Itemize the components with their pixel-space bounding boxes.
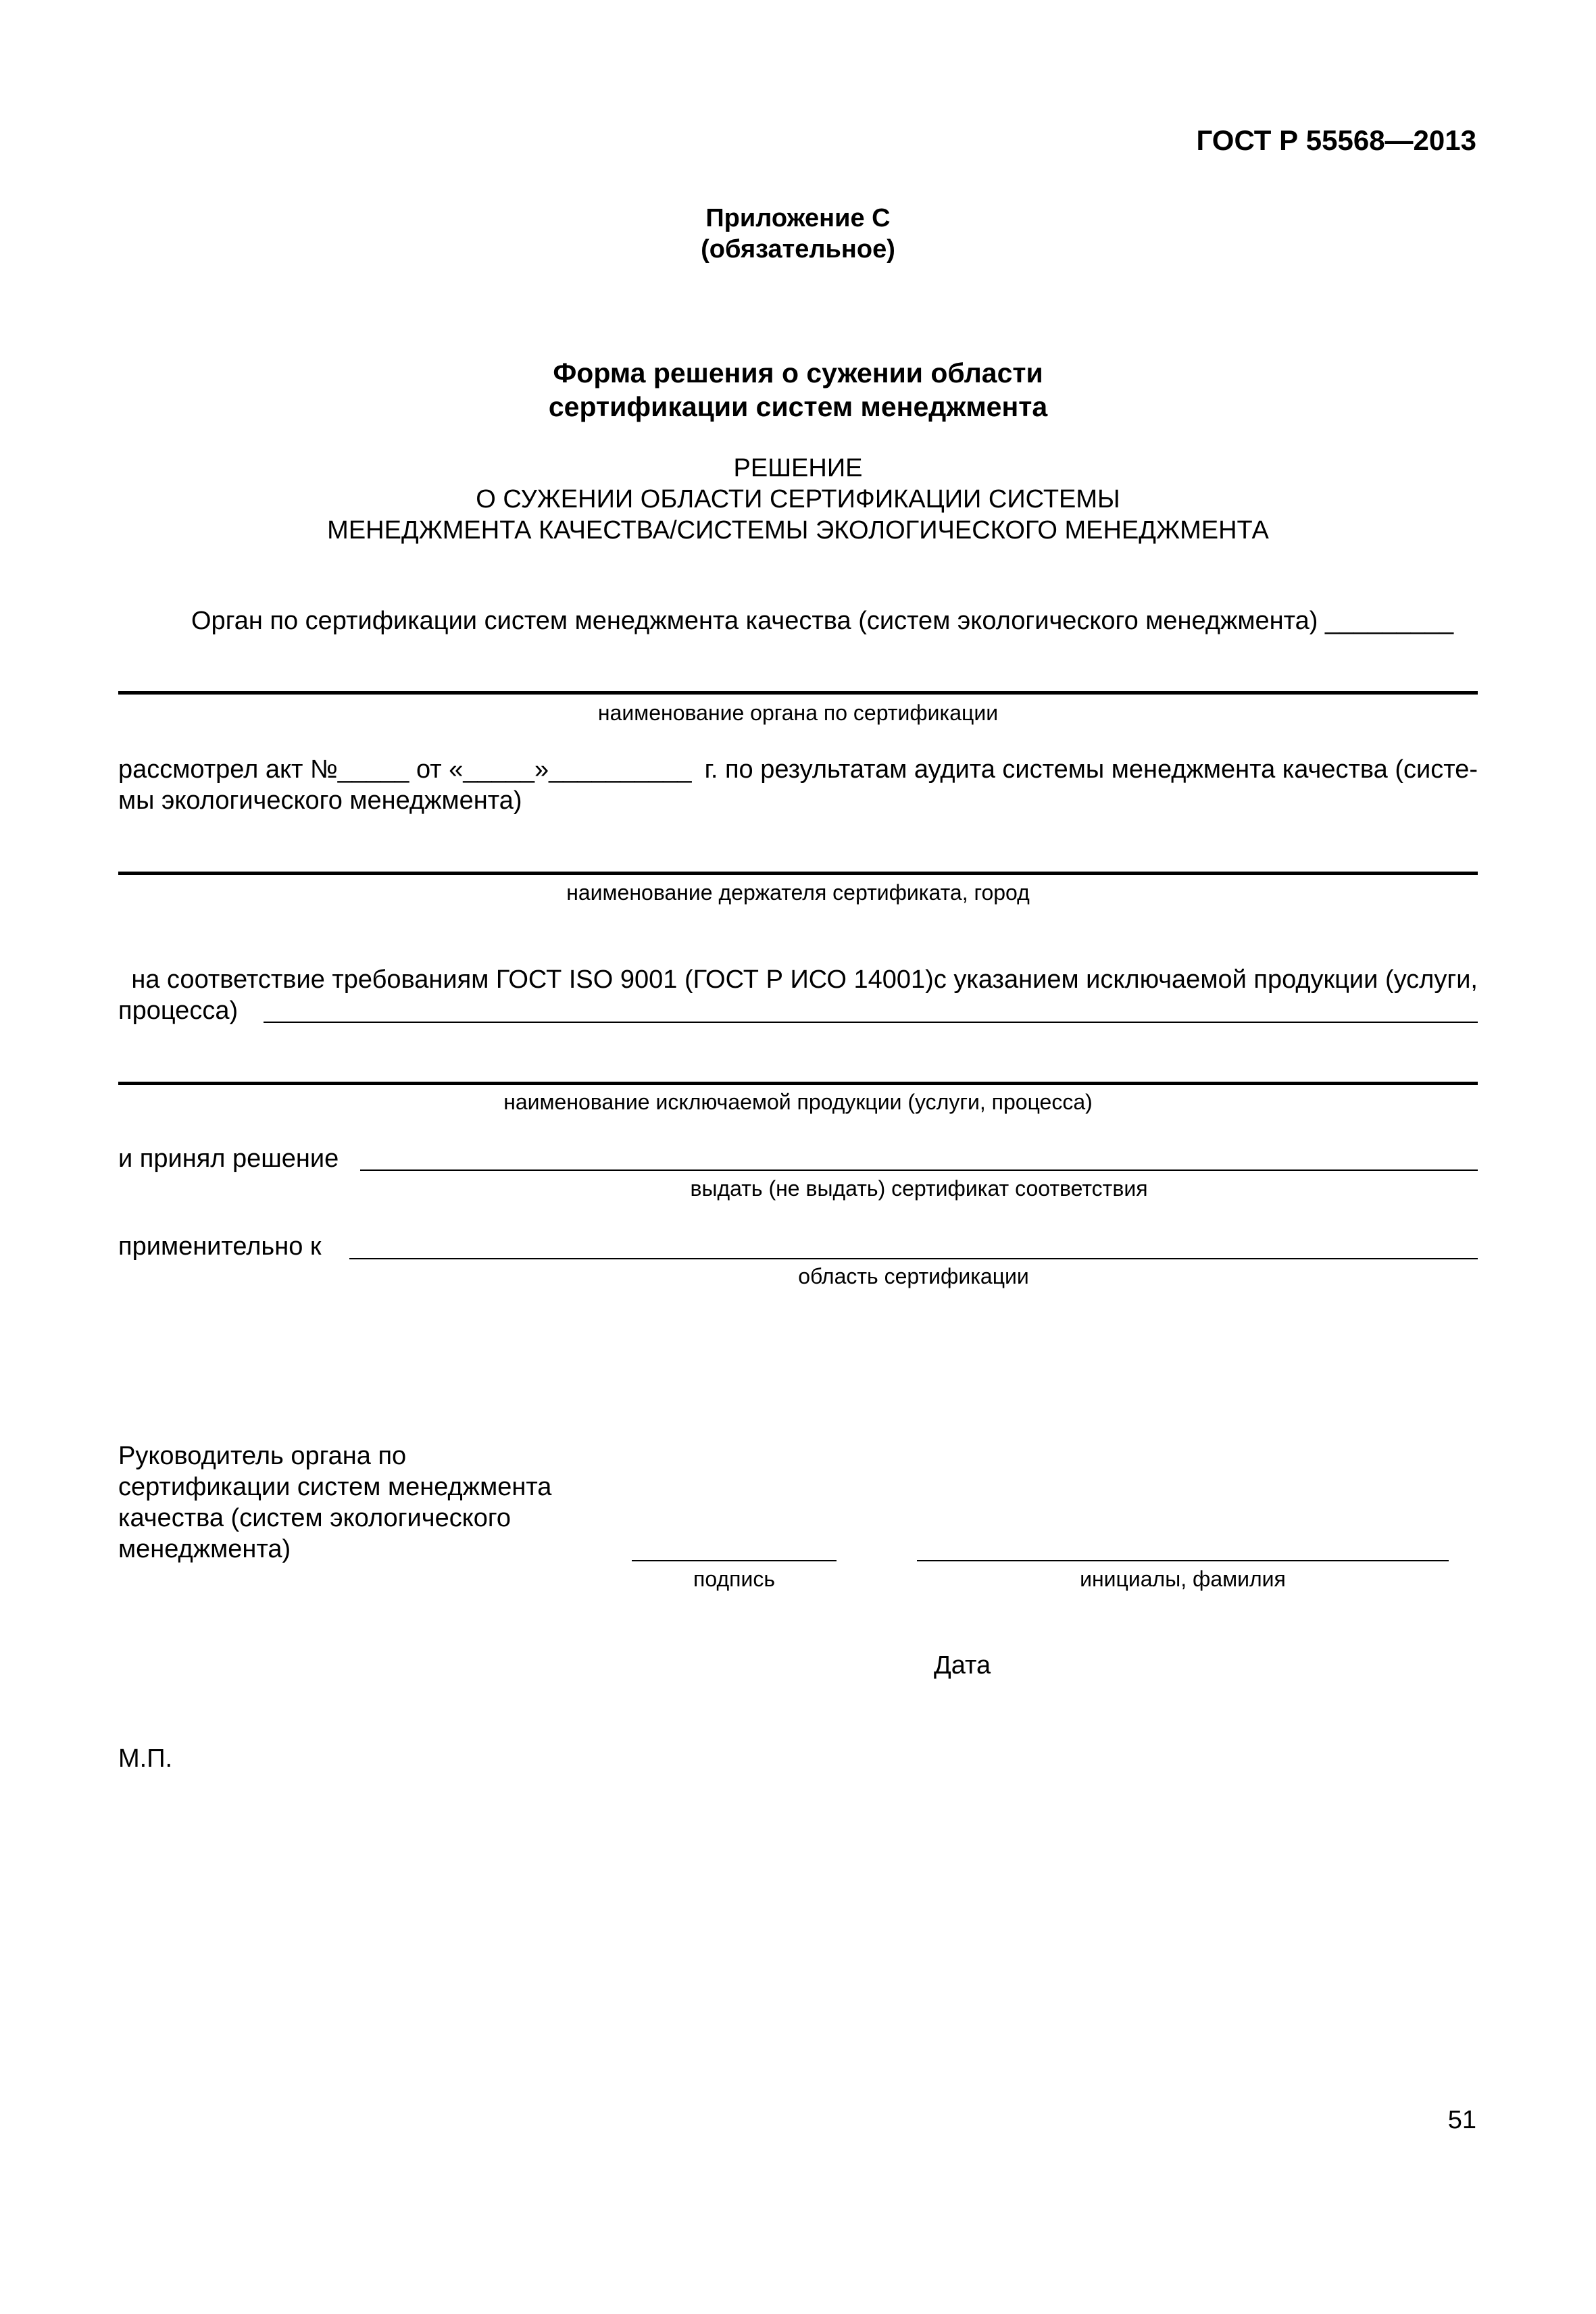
appendix-title: Приложение С (705, 204, 891, 232)
name-caption: инициалы, фамилия (1080, 1567, 1286, 1591)
decision-field-line (360, 1169, 1478, 1171)
name-field-line (917, 1560, 1449, 1561)
organ-name-caption: наименование органа по сертификации (597, 701, 999, 725)
organ-name-field-line (118, 691, 1478, 695)
decision-caption: выдать (не выдать) сертификат соответствия (690, 1176, 1148, 1201)
head-line-1: Руководитель органа по (118, 1442, 407, 1470)
excluded-field-line (118, 1082, 1478, 1085)
head-line-2: сертификации систем менеджмента (118, 1473, 552, 1501)
head-line-3: качества (систем экологического (118, 1504, 512, 1532)
signature-field-line (632, 1560, 837, 1561)
applicable-label: применительно к (118, 1232, 322, 1261)
excluded-caption: наименование исключаемой продукции (услуги, процесса) (503, 1090, 1093, 1114)
act-line-part-2: г. по результатам аудита системы менеджмента качества (систе- (704, 755, 1478, 784)
decision-label: и принял решение (118, 1145, 339, 1173)
decision-heading-line-2: О СУЖЕНИИ ОБЛАСТИ СЕРТИФИКАЦИИ СИСТЕМЫ (476, 485, 1120, 513)
holder-caption: наименование держателя сертификата, город (566, 880, 1030, 905)
scope-caption: область сертификации (798, 1264, 1029, 1288)
act-line-2: мы экологического менеджмента) (118, 786, 522, 815)
holder-field-line (118, 872, 1478, 875)
document-code: ГОСТ Р 55568—2013 (1196, 124, 1476, 156)
act-line-part-1: рассмотрел акт №_____ от «_____»__________ (118, 755, 692, 784)
scope-field-line (349, 1258, 1478, 1259)
appendix-status: (обязательное) (701, 235, 895, 263)
compliance-field-line (264, 1022, 1478, 1023)
signature-caption: подпись (693, 1567, 775, 1591)
form-title-line-2: сертификации систем менеджмента (548, 391, 1048, 422)
form-title-line-1: Форма решения о сужении области (553, 357, 1043, 388)
stamp-label: М.П. (118, 1744, 173, 1773)
date-label: Дата (934, 1651, 991, 1680)
compliance-line-2: процесса) (118, 997, 239, 1025)
organ-line: Орган по сертификации систем менеджмента качества (систем экологического менеджмента) _________ (191, 607, 1454, 635)
page-number: 51 (1447, 2106, 1476, 2134)
decision-heading-line-1: РЕШЕНИЕ (733, 454, 863, 482)
decision-heading-line-3: МЕНЕДЖМЕНТА КАЧЕСТВА/СИСТЕМЫ ЭКОЛОГИЧЕСКОГО МЕНЕДЖМЕНТА (327, 516, 1269, 545)
head-line-4: менеджмента) (118, 1535, 291, 1563)
compliance-line-1: на соответствие требованиям ГОСТ ISO 9001 (ГОСТ Р ИСО 14001)с указанием исключаемой продукции (услуги, (131, 965, 1478, 994)
